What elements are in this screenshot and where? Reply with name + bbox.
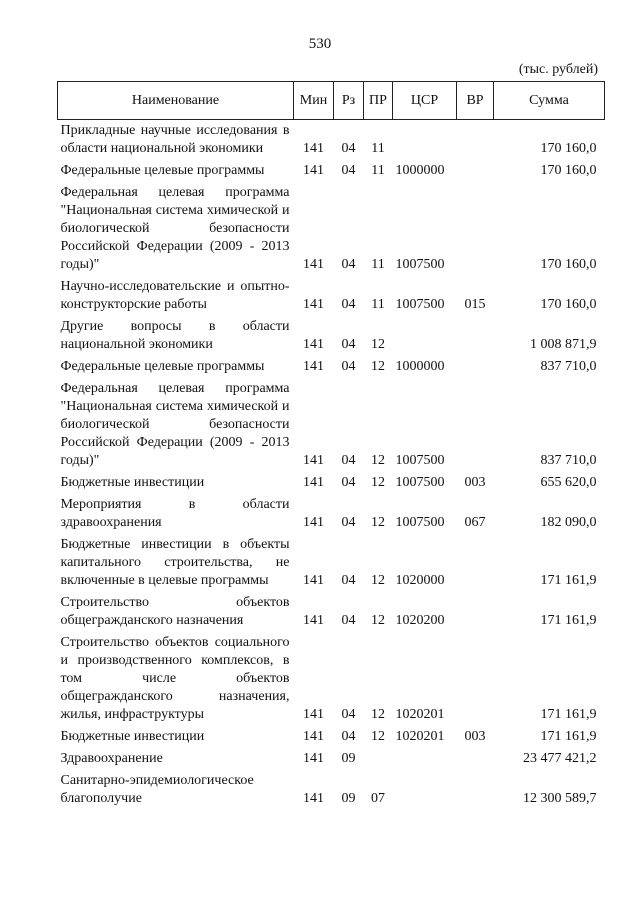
row-name: Санитарно-эпидемиологическое благополучие bbox=[60, 773, 254, 806]
row-name: Здравоохранение bbox=[60, 751, 163, 766]
row-rz: 04 bbox=[341, 337, 356, 352]
row-pr: 12 bbox=[371, 515, 385, 530]
table-row bbox=[58, 724, 605, 746]
row-rz: 04 bbox=[341, 453, 356, 468]
row-vr bbox=[457, 158, 494, 180]
table-row bbox=[58, 354, 605, 376]
row-sum: 170 160,0 bbox=[540, 297, 597, 312]
row-pr: 12 bbox=[371, 613, 385, 628]
row-csr: 1020201 bbox=[395, 707, 445, 722]
row-min: 141 bbox=[303, 141, 324, 156]
row-rz: 04 bbox=[341, 141, 356, 156]
row-rz: 09 bbox=[341, 751, 356, 766]
row-rz: 04 bbox=[341, 475, 356, 490]
row-pr: 12 bbox=[371, 453, 385, 468]
row-name: Строительство объектов социального и производственного комплексов, в том числе объектов общегражданского назначения, жилья, инфраструктуры bbox=[60, 635, 290, 722]
row-pr: 12 bbox=[371, 707, 385, 722]
row-sum: 171 161,9 bbox=[540, 613, 597, 628]
row-rz: 04 bbox=[341, 359, 356, 374]
row-name: Бюджетные инвестиции bbox=[60, 729, 205, 744]
row-csr: 1007500 bbox=[395, 475, 445, 490]
row-sum: 12 300 589,7 bbox=[523, 791, 597, 806]
row-csr bbox=[393, 746, 457, 768]
table-row bbox=[58, 314, 605, 354]
row-csr: 1020201 bbox=[395, 729, 445, 744]
row-vr bbox=[457, 314, 494, 354]
table-row bbox=[58, 492, 605, 532]
row-min: 141 bbox=[303, 453, 324, 468]
row-csr: 1020000 bbox=[395, 573, 445, 588]
row-min: 141 bbox=[303, 791, 324, 806]
row-sum: 171 161,9 bbox=[540, 707, 597, 722]
row-sum: 837 710,0 bbox=[540, 359, 597, 374]
row-csr: 1020200 bbox=[395, 613, 445, 628]
header-min: Мин bbox=[294, 82, 334, 120]
row-min: 141 bbox=[303, 163, 324, 178]
row-rz: 09 bbox=[341, 791, 356, 806]
row-rz: 04 bbox=[341, 573, 356, 588]
row-pr: 11 bbox=[371, 141, 385, 156]
row-vr bbox=[457, 768, 494, 808]
table-row bbox=[58, 532, 605, 590]
row-rz: 04 bbox=[341, 613, 356, 628]
row-csr: 1007500 bbox=[395, 453, 445, 468]
page-number: 530 bbox=[308, 36, 332, 52]
row-rz: 04 bbox=[341, 515, 356, 530]
header-pr: ПР bbox=[364, 82, 393, 120]
row-name: Федеральная целевая программа "Национальная система химической и биологической безопасности Российской Федерации (2009 - 2013 годы)" bbox=[60, 381, 290, 468]
table-row bbox=[58, 180, 605, 274]
row-sum: 837 710,0 bbox=[540, 453, 597, 468]
row-vr: 003 bbox=[464, 729, 486, 744]
row-vr: 067 bbox=[464, 515, 486, 530]
row-min: 141 bbox=[303, 337, 324, 352]
row-rz: 04 bbox=[341, 729, 356, 744]
row-sum: 655 620,0 bbox=[540, 475, 597, 490]
table-row bbox=[58, 746, 605, 768]
table-row bbox=[58, 630, 605, 724]
table-row bbox=[58, 120, 605, 159]
row-pr: 12 bbox=[371, 573, 385, 588]
row-vr bbox=[457, 376, 494, 470]
row-pr: 11 bbox=[371, 257, 385, 272]
row-csr bbox=[393, 768, 457, 808]
row-name: Бюджетные инвестиции bbox=[60, 475, 205, 490]
row-rz: 04 bbox=[341, 163, 356, 178]
row-min: 141 bbox=[303, 729, 324, 744]
row-pr: 12 bbox=[371, 359, 385, 374]
row-sum: 23 477 421,2 bbox=[523, 751, 597, 766]
row-vr bbox=[457, 746, 494, 768]
row-pr: 12 bbox=[371, 475, 385, 490]
row-name: Строительство объектов общегражданского назначения bbox=[60, 595, 290, 628]
row-pr: 11 bbox=[371, 163, 385, 178]
table-row bbox=[58, 376, 605, 470]
row-csr: 1000000 bbox=[395, 163, 445, 178]
row-vr bbox=[457, 630, 494, 724]
row-rz: 04 bbox=[341, 257, 356, 272]
row-sum: 171 161,9 bbox=[540, 573, 597, 588]
row-sum: 171 161,9 bbox=[540, 729, 597, 744]
header-rz: Рз bbox=[334, 82, 364, 120]
table-row bbox=[58, 768, 605, 808]
table-row bbox=[58, 470, 605, 492]
row-csr: 1007500 bbox=[395, 257, 445, 272]
row-sum: 170 160,0 bbox=[540, 163, 597, 178]
row-sum: 170 160,0 bbox=[540, 257, 597, 272]
row-min: 141 bbox=[303, 257, 324, 272]
row-rz: 04 bbox=[341, 297, 356, 312]
row-min: 141 bbox=[303, 515, 324, 530]
table-row bbox=[58, 590, 605, 630]
row-csr: 1007500 bbox=[395, 297, 445, 312]
row-min: 141 bbox=[303, 573, 324, 588]
row-csr bbox=[393, 314, 457, 354]
row-vr bbox=[457, 532, 494, 590]
row-name: Другие вопросы в области национальной экономики bbox=[60, 319, 290, 352]
row-vr: 003 bbox=[464, 475, 486, 490]
row-vr bbox=[457, 590, 494, 630]
table-row bbox=[58, 158, 605, 180]
header-sum: Сумма bbox=[494, 82, 605, 120]
row-vr bbox=[457, 354, 494, 376]
row-pr: 12 bbox=[371, 729, 385, 744]
row-name: Федеральная целевая программа "Национальная система химической и биологической безопасности Российской Федерации (2009 - 2013 годы)" bbox=[60, 185, 290, 272]
row-name: Научно-исследовательские и опытно-конструкторские работы bbox=[60, 279, 290, 312]
row-name: Мероприятия в области здравоохранения bbox=[60, 497, 290, 530]
row-min: 141 bbox=[303, 475, 324, 490]
row-pr: 12 bbox=[371, 337, 385, 352]
row-min: 141 bbox=[303, 751, 324, 766]
units-label: (тыс. рублей) bbox=[518, 62, 598, 77]
row-rz: 04 bbox=[341, 707, 356, 722]
row-sum: 1 008 871,9 bbox=[530, 337, 597, 352]
row-vr bbox=[457, 180, 494, 274]
header-name: Наименование bbox=[58, 82, 294, 120]
row-csr: 1000000 bbox=[395, 359, 445, 374]
row-min: 141 bbox=[303, 297, 324, 312]
row-pr: 07 bbox=[371, 791, 385, 806]
row-name: Федеральные целевые программы bbox=[60, 359, 265, 374]
row-min: 141 bbox=[303, 613, 324, 628]
row-sum: 182 090,0 bbox=[540, 515, 597, 530]
row-pr: 11 bbox=[371, 297, 385, 312]
header-vr: ВР bbox=[457, 82, 494, 120]
budget-table bbox=[57, 81, 605, 808]
row-vr: 015 bbox=[464, 297, 486, 312]
row-vr bbox=[457, 120, 494, 159]
table-header-row bbox=[58, 82, 605, 120]
row-csr bbox=[393, 120, 457, 159]
header-csr: ЦСР bbox=[393, 82, 457, 120]
row-min: 141 bbox=[303, 359, 324, 374]
row-csr: 1007500 bbox=[395, 515, 445, 530]
row-min: 141 bbox=[303, 707, 324, 722]
row-name: Прикладные научные исследования в области национальной экономики bbox=[60, 123, 290, 156]
row-name: Бюджетные инвестиции в объекты капитального строительства, не включенные в целевые программы bbox=[60, 537, 290, 588]
row-name: Федеральные целевые программы bbox=[60, 163, 265, 178]
row-pr bbox=[364, 746, 393, 768]
row-sum: 170 160,0 bbox=[540, 141, 597, 156]
table-row bbox=[58, 274, 605, 314]
